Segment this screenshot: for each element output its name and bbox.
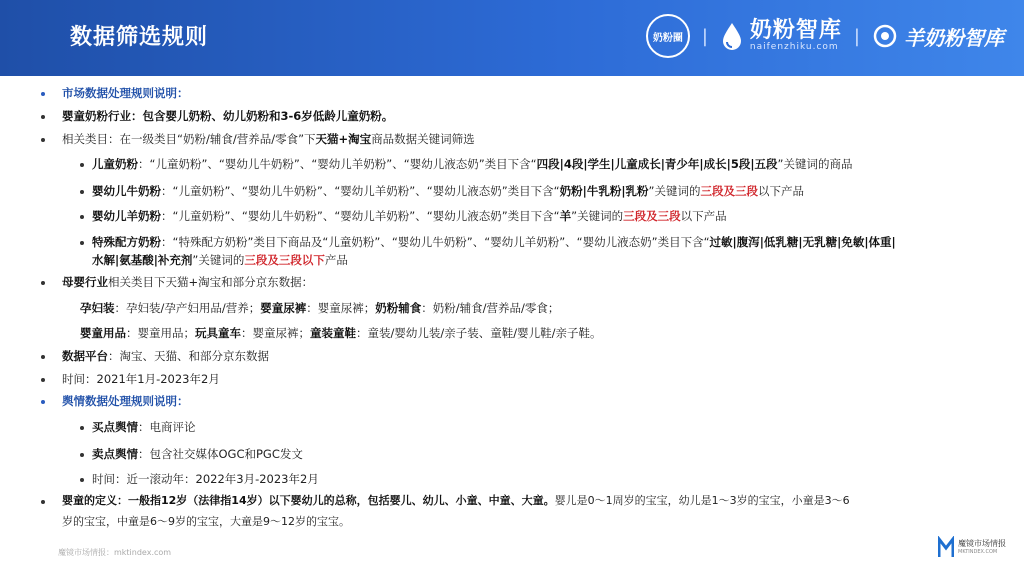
time-range-text: 时间：2021年1月-2023年2月 <box>62 372 220 386</box>
related-category-text: 相关类目：在一级类目“奶粉/辅食/营养品/零食”下 <box>62 132 316 146</box>
child-milk-rule <box>92 156 853 172</box>
infant-goat-milk-stage: 三段及三段 <box>623 209 681 223</box>
kids-clothes-desc: ：童装/婴幼儿装/亲子装、童鞋/婴儿鞋/亲子鞋。 <box>356 326 602 340</box>
sell-point-desc: ：包含社交媒体OGC和PGC发文 <box>138 447 303 461</box>
logo-divider-2: | <box>853 25 860 47</box>
diapers-label: 婴童尿裤 <box>260 301 307 315</box>
special-formula-desc: ：“特殊配方奶粉”类目下商品及“儿童奶粉”、“婴幼儿牛奶粉”、“婴幼儿羊奶粉”、“婴幼儿液态奶”类目下含“ <box>161 235 710 249</box>
bullet <box>80 163 84 167</box>
platform-highlight: 天猫+淘宝 <box>315 132 372 146</box>
infant-definition-bold: 婴童的定义：一般指12岁（法律指14岁）以下婴幼儿的总称，包括婴儿、幼儿、小童、中童、大童。 <box>62 494 555 507</box>
special-formula-stage: 三段及三段以下 <box>244 253 325 267</box>
related-category-line <box>62 131 475 147</box>
market-rules-heading <box>62 85 189 101</box>
infant-goat-milk-rule <box>92 208 727 224</box>
infant-definition-detail: 婴儿是0～1周岁的宝宝，幼儿是1～3岁的宝宝，小童是3～6 <box>554 494 850 507</box>
infant-cow-milk-rule <box>92 183 804 199</box>
infant-goat-milk-mid: ”关键词的 <box>571 209 624 223</box>
special-formula-rule-cont <box>92 252 348 268</box>
bullet <box>80 190 84 194</box>
bullet <box>80 215 84 219</box>
sheep-icon <box>872 24 898 48</box>
bullet <box>80 241 84 245</box>
sell-point-label: 卖点舆情 <box>92 447 138 461</box>
infant-milk-industry-text: 婴童奶粉行业：包含婴儿奶粉、幼儿奶粉和3-6岁低龄儿童奶粉。 <box>62 109 394 123</box>
sentiment-rules-heading-text: 舆情数据处理规则说明： <box>62 394 189 408</box>
bullet <box>41 92 45 96</box>
footer-brand-name: 魔镜市场情报 <box>958 539 1006 548</box>
sell-point-sentiment-line <box>92 446 303 462</box>
bullet <box>41 115 45 119</box>
infant-cow-milk-mid: ”关键词的 <box>648 184 701 198</box>
related-category-suffix: 商品数据关键词筛选 <box>371 132 475 146</box>
infant-cow-milk-suffix: 以下产品 <box>758 184 804 198</box>
bullet <box>41 378 45 382</box>
special-formula-mid: ”关键词的 <box>192 253 245 267</box>
infant-goat-milk-desc: ：“儿童奶粉”、“婴幼儿牛奶粉”、“婴幼儿羊奶粉”、“婴幼儿液态奶”类目下含“ <box>161 209 560 223</box>
special-formula-rule <box>92 234 896 250</box>
page-title: 数据筛选规则 <box>70 25 209 50</box>
bullet <box>41 138 45 142</box>
sentiment-time-text: 时间：近一滚动年：2022年3月-2023年2月 <box>92 472 319 486</box>
footer-brand-sub: MKTINDEX.COM <box>958 549 998 555</box>
buy-point-label: 买点舆情 <box>92 420 138 434</box>
infant-definition-line <box>62 493 850 509</box>
data-platform-desc: ：淘宝、天猫、和部分京东数据 <box>108 349 269 363</box>
market-rules-heading-text: 市场数据处理规则说明： <box>62 86 189 100</box>
maternal-industry-desc: 相关类目下天猫+淘宝和部分京东数据： <box>108 275 314 289</box>
bullet <box>80 426 84 430</box>
naifenzhiku-url: naifenzhiku.com <box>749 42 839 52</box>
special-formula-suffix: 产品 <box>324 253 348 267</box>
sentiment-rules-heading <box>62 393 189 409</box>
special-formula-keywords-2: 水解|氨基酸|补充剂 <box>92 253 193 267</box>
child-milk-label: 儿童奶粉 <box>92 157 138 171</box>
bullet <box>41 500 45 504</box>
infant-cow-milk-label: 婴幼儿牛奶粉 <box>92 184 161 198</box>
header-banner <box>0 0 1024 76</box>
kids-clothes-label: 童装童鞋 <box>310 326 356 340</box>
buy-point-sentiment-line <box>92 419 196 435</box>
bullet <box>41 400 45 404</box>
bullet <box>80 453 84 457</box>
maternal-categories-line-1 <box>80 300 559 316</box>
baby-goods-desc: ：婴童用品； <box>126 326 195 340</box>
footer-brand-logo <box>938 536 1006 558</box>
data-platform-line <box>62 348 269 364</box>
bullet <box>41 281 45 285</box>
infant-definition-detail-2: 岁的宝宝，中童是6～9岁的宝宝，大童是9～12岁的宝宝。 <box>62 515 350 528</box>
yangnaifen-logo <box>872 22 1004 51</box>
child-milk-suffix: ”关键词的商品 <box>777 157 853 171</box>
infant-goat-milk-suffix: 以下产品 <box>680 209 727 223</box>
data-platform-label: 数据平台 <box>62 349 108 363</box>
naifenzhiku-name: 奶粉智库 <box>749 18 842 43</box>
bullet <box>41 355 45 359</box>
child-milk-desc: ：“儿童奶粉”、“婴幼儿牛奶粉”、“婴幼儿羊奶粉”、“婴幼儿液态奶”类目下含“ <box>138 157 537 171</box>
logo-divider: | <box>701 25 708 47</box>
infant-goat-milk-keyword: 羊 <box>559 209 572 223</box>
infant-cow-milk-keywords: 奶粉|牛乳粉|乳粉 <box>559 184 649 198</box>
infant-definition-line-2 <box>62 514 350 530</box>
infant-goat-milk-label: 婴幼儿羊奶粉 <box>92 209 161 223</box>
special-formula-keywords: 过敏|腹泻|低乳糖|无乳糖|免敏|体重| <box>709 235 896 249</box>
special-formula-label: 特殊配方奶粉 <box>92 235 161 249</box>
maternity-wear-desc: ：孕妇装/孕产妇用品/营养； <box>114 301 261 315</box>
footer-source: 魔镜市场情报：mktindex.com <box>58 548 172 557</box>
maternity-wear-label: 孕妇装 <box>80 301 115 315</box>
naifenquan-logo <box>646 14 690 58</box>
maternal-industry-line <box>62 274 313 290</box>
baby-goods-label: 婴童用品 <box>80 326 126 340</box>
sentiment-time-line <box>92 471 319 487</box>
maternal-industry-label: 母婴行业 <box>62 275 108 289</box>
milk-drop-icon <box>720 22 744 50</box>
milk-food-desc: ：奶粉/辅食/营养品/零食； <box>421 301 560 315</box>
infant-milk-industry-line <box>62 108 393 124</box>
toys-strollers-label: 玩具童车 <box>195 326 241 340</box>
yangnaifen-name: 羊奶粉智库 <box>904 25 1004 50</box>
infant-cow-milk-desc: ：“儿童奶粉”、“婴幼儿牛奶粉”、“婴幼儿羊奶粉”、“婴幼儿液态奶”类目下含“ <box>161 184 560 198</box>
time-range-line <box>62 371 220 387</box>
infant-cow-milk-stage: 三段及三段 <box>700 184 758 198</box>
milk-food-label: 奶粉辅食 <box>375 301 422 315</box>
mktindex-m-icon <box>938 536 954 558</box>
buy-point-desc: ：电商评论 <box>138 420 196 434</box>
naifenzhiku-logo <box>720 20 842 52</box>
naifenquan-logo-text: 奶粉圈 <box>652 32 683 44</box>
toys-strollers-desc: ：婴童尿裤； <box>241 326 310 340</box>
diapers-desc: ：婴童尿裤； <box>306 301 376 315</box>
logo-group <box>646 14 1004 58</box>
bullet <box>80 478 84 482</box>
maternal-categories-line-2 <box>80 325 602 341</box>
child-milk-keywords: 四段|4段|学生|儿童成长|青少年|成长|5段|五段 <box>536 157 778 171</box>
